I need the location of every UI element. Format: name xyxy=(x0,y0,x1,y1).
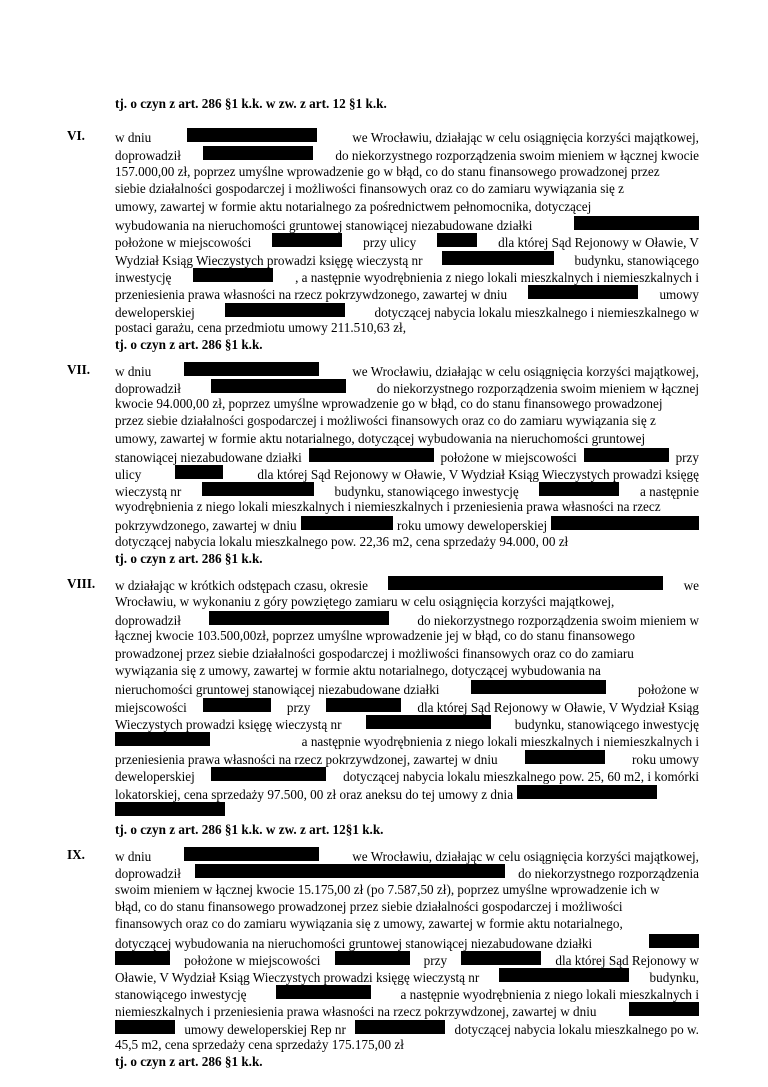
section-number: VII. xyxy=(67,362,91,377)
text-line xyxy=(115,396,699,412)
text-line xyxy=(115,534,699,550)
text-span: miejscowości xyxy=(115,700,187,715)
text-span: dotyczącej nabycia lokalu mieszkalnego i niemieszkalnego w xyxy=(374,305,699,320)
text-line xyxy=(115,594,699,610)
text-span: dla której Sąd Rejonowy w xyxy=(555,953,699,968)
redaction-bar xyxy=(574,216,699,230)
text-span: postaci garażu, cena przedmiotu umowy 211.510,63 zł, xyxy=(115,320,407,335)
redaction-bar xyxy=(499,968,629,982)
text-line xyxy=(115,379,699,397)
redaction-bar xyxy=(388,576,663,590)
text-span: przy xyxy=(423,953,448,968)
text-span: prowadzonej przez siebie działalności gospodarczej i możliwości finansowych oraz co do zamiaru xyxy=(115,646,634,661)
text-span: pokrzywdzonego, zawartej w dniu xyxy=(115,518,297,533)
text-span: we xyxy=(683,578,699,593)
text-line xyxy=(115,951,699,969)
text-line xyxy=(115,499,699,515)
text-span: wyodrębnienia z niego lokali mieszkalnych i niemieszkalnych i przeniesienia prawa własności na rzecz xyxy=(115,499,661,514)
text-line xyxy=(115,285,699,303)
text-span: ulicy xyxy=(115,467,142,482)
redaction-bar xyxy=(584,448,669,462)
redaction-bar xyxy=(539,482,619,496)
text-span: do niekorzystnego rozporządzenia swoim mieniem w łącznej kwocie xyxy=(335,148,699,163)
text-line xyxy=(115,303,699,321)
text-line xyxy=(115,785,699,803)
text-span: kwocie 94.000,00 zł, poprzez umyślne wprowadzenie go w błąd, co do stanu finansowego prowadzonej xyxy=(115,396,663,411)
legal-citation: tj. o czyn z art. 286 §1 k.k. w zw. z art. 12 §1 k.k. xyxy=(115,96,387,111)
text-span: a następnie xyxy=(640,484,699,499)
redaction-bar xyxy=(326,698,401,712)
text-span: doprowadził xyxy=(115,613,181,628)
text-line xyxy=(115,516,699,534)
text-span: , a następnie wyodrębnienia z niego lokali mieszkalnych i niemieszkalnych i xyxy=(295,270,699,285)
redaction-bar xyxy=(209,611,389,625)
text-line xyxy=(115,362,699,380)
redaction-bar xyxy=(335,951,410,965)
text-span: deweloperskiej xyxy=(115,769,195,784)
text-span: a następnie wyodrębnienia z niego lokali mieszkalnych i xyxy=(400,987,699,1002)
redaction-bar xyxy=(528,285,638,299)
text-line xyxy=(115,482,699,500)
redaction-bar xyxy=(442,251,554,265)
redaction-bar xyxy=(272,233,342,247)
text-span: przeniesienia prawa własności na rzecz pokrzywdzonego, zawartej w dniu xyxy=(115,287,508,302)
legal-citation: tj. o czyn z art. 286 §1 k.k. xyxy=(115,551,263,566)
text-line xyxy=(115,576,699,594)
text-span: Wrocławiu, w wykonaniu z góry powziętego zamiaru w celu osiągnięcia korzyści majątkowej, xyxy=(115,594,615,609)
text-line xyxy=(115,233,699,251)
text-line xyxy=(115,216,699,234)
text-line xyxy=(115,251,699,269)
text-span: dotyczącej nabycia lokalu mieszkalnego po w. xyxy=(454,1022,699,1037)
text-span: budynku, stanowiącego inwestycję xyxy=(334,484,519,499)
text-span: w działając w krótkich odstępach czasu, okresie xyxy=(115,578,369,593)
redaction-bar xyxy=(471,680,606,694)
redaction-bar xyxy=(195,864,505,878)
text-line xyxy=(115,1002,699,1020)
legal-citation: tj. o czyn z art. 286 §1 k.k. xyxy=(115,337,263,352)
redaction-bar xyxy=(115,951,170,965)
text-line xyxy=(115,128,699,146)
text-line xyxy=(115,413,699,429)
redaction-bar xyxy=(355,1020,445,1034)
text-span: przeniesienia prawa własności na rzecz pokrzywdzonej, zawartej w dniu xyxy=(115,752,498,767)
section-number: VI. xyxy=(67,128,85,143)
redaction-bar xyxy=(461,951,541,965)
text-span: doprowadził xyxy=(115,381,181,396)
redaction-bar xyxy=(276,985,371,999)
text-span: dotyczącej nabycia lokalu mieszkalnego pow. 22,36 m2, cena sprzedaży 94.000, 00 zł xyxy=(115,534,569,549)
redaction-bar xyxy=(525,750,605,764)
text-line xyxy=(115,663,699,679)
text-span: budynku, stanowiącego xyxy=(574,253,699,268)
text-line xyxy=(115,968,699,986)
text-line xyxy=(115,750,699,768)
text-line xyxy=(115,1037,699,1053)
redaction-bar xyxy=(202,482,314,496)
text-span: do niekorzystnego rozporządzenia xyxy=(518,866,699,881)
text-span: dla której Sąd Rejonowy w Oławie, V Wydział Ksiąg xyxy=(417,700,699,715)
text-span: umowy, zawartej w formie aktu notarialnego, dotyczącej wybudowania na nieruchomości gruntowej xyxy=(115,431,646,446)
text-span: do niekorzystnego rozporządzenia swoim mieniem w łącznej xyxy=(376,381,699,396)
text-line xyxy=(115,146,699,164)
text-span: inwestycję xyxy=(115,270,172,285)
text-span: dla której Sąd Rejonowy w Oławie, V Wydział Ksiąg Wieczystych prowadzi księgę xyxy=(257,467,699,482)
text-span: doprowadził xyxy=(115,148,181,163)
text-span: wywiązania się z umowy, zawartej w formie aktu notarialnego, dotyczącej wybudowania na xyxy=(115,663,601,678)
text-span: w dniu xyxy=(115,849,152,864)
text-line xyxy=(115,698,699,716)
redaction-bar xyxy=(193,268,273,282)
redaction-bar xyxy=(175,465,223,479)
text-span: we Wrocławiu, działając w celu osiągnięcia korzyści majątkowej, xyxy=(352,849,699,864)
text-span: stanowiącej niezabudowane działki xyxy=(115,450,302,465)
text-line xyxy=(115,847,699,865)
text-line xyxy=(115,864,699,882)
text-span: siebie działalności gospodarczej i możliwości finansowych oraz co do zamiaru wywiązania się z xyxy=(115,181,624,196)
section-number: VIII. xyxy=(67,576,96,591)
text-span: wieczystą nr xyxy=(115,484,182,499)
legal-citation: tj. o czyn z art. 286 §1 k.k. w zw. z art. 12§1 k.k. xyxy=(115,822,384,837)
text-span: łącznej kwocie 103.500,00zł, poprzez umyślne wprowadzenie jej w błąd, co do stanu finansowego xyxy=(115,628,636,643)
text-span: budynku, stanowiącego inwestycję xyxy=(514,717,699,732)
text-span: umowy, zawartej w formie aktu notarialnego za pośrednictwem pełnomocnika, dotyczącej xyxy=(115,199,592,214)
text-line xyxy=(115,802,699,816)
redaction-bar xyxy=(649,934,699,948)
redaction-bar xyxy=(115,732,210,746)
text-line xyxy=(115,465,699,483)
text-span: doprowadził xyxy=(115,866,181,881)
text-line xyxy=(115,916,699,932)
text-span: błąd, co do stanu finansowego prowadzonej przez siebie działalności gospodarczej i możliwości xyxy=(115,899,623,914)
text-span: położone w miejscowości xyxy=(440,450,577,465)
legal-citation: tj. o czyn z art. 286 §1 k.k. xyxy=(115,1054,263,1069)
redaction-bar xyxy=(184,847,319,861)
text-span: budynku, xyxy=(649,970,699,985)
redaction-bar xyxy=(115,802,225,816)
text-span: do niekorzystnego rozporządzenia swoim mieniem w xyxy=(417,613,699,628)
text-span: swoim mieniem w łącznej kwocie 15.175,00 zł (po 7.587,50 zł), poprzez umyślne wprowadzenie ich w xyxy=(115,882,660,897)
redaction-bar xyxy=(203,146,313,160)
text-span: we Wrocławiu, działając w celu osiągnięcia korzyści majątkowej, xyxy=(352,364,699,379)
text-span: dotyczącej wybudowania na nieruchomości gruntowej stanowiącej niezabudowane działki xyxy=(115,936,593,951)
text-span: przy xyxy=(675,450,699,465)
redaction-bar xyxy=(184,362,319,376)
text-span: stanowiącego inwestycję xyxy=(115,987,247,1002)
text-line xyxy=(115,448,699,466)
redaction-bar xyxy=(301,516,393,530)
text-span: w dniu xyxy=(115,130,152,145)
text-span: 157.000,00 zł, poprzez umyślne wprowadzenie go w błąd, co do stanu finansowego prowadzonej przez xyxy=(115,164,660,179)
redaction-bar xyxy=(225,303,345,317)
text-line xyxy=(115,431,699,447)
text-span: położone w miejscowości xyxy=(115,235,252,250)
text-line xyxy=(115,767,699,785)
text-span: deweloperskiej xyxy=(115,305,195,320)
redaction-bar xyxy=(517,785,657,799)
text-span: umowy xyxy=(659,287,699,302)
text-span: przy ulicy xyxy=(363,235,417,250)
text-span: roku umowy xyxy=(631,752,699,767)
text-line xyxy=(115,985,699,1003)
text-span: w dniu xyxy=(115,364,152,379)
text-span: Wieczystych prowadzi księgę wieczystą nr xyxy=(115,717,342,732)
section-number: IX. xyxy=(67,847,85,862)
text-span: położone w xyxy=(637,682,699,697)
redaction-bar xyxy=(211,767,326,781)
redaction-bar xyxy=(366,715,491,729)
text-span: 45,5 m2, cena sprzedaży cena sprzedaży 175.175,00 zł xyxy=(115,1037,404,1052)
text-span: niemieszkalnych i przeniesienia prawa własności na rzecz pokrzywdzonej, zawartej w dniu xyxy=(115,1004,597,1019)
text-line xyxy=(115,320,699,336)
text-span: Oławie, V Wydział Ksiąg Wieczystych prowadzi księgę wieczystą nr xyxy=(115,970,480,985)
text-span: lokatorskiej, cena sprzedaży 97.500, 00 zł oraz aneksu do tej umowy z dnia xyxy=(115,787,514,802)
text-line xyxy=(115,164,699,180)
text-line xyxy=(115,680,699,698)
text-line xyxy=(115,199,699,215)
text-line xyxy=(115,181,699,197)
text-line xyxy=(115,628,699,644)
text-line xyxy=(115,1020,699,1038)
text-span: we Wrocławiu, działając w celu osiągnięcia korzyści majątkowej, xyxy=(352,130,699,145)
redaction-bar xyxy=(309,448,434,462)
redaction-bar xyxy=(187,128,317,142)
text-span: nieruchomości gruntowej stanowiącej niezabudowane działki xyxy=(115,682,440,697)
text-span: roku umowy deweloperskiej xyxy=(397,518,548,533)
text-span: a następnie wyodrębnienia z niego lokali mieszkalnych i niemieszkalnych i xyxy=(301,734,699,749)
text-span: przy xyxy=(286,700,311,715)
text-span: dotyczącej nabycia lokalu mieszkalnego pow. 25, 60 m2, i komórki xyxy=(343,769,699,784)
text-line xyxy=(115,882,699,898)
text-line xyxy=(115,646,699,662)
redaction-bar xyxy=(115,1020,175,1034)
redaction-bar xyxy=(437,233,477,247)
text-line xyxy=(115,268,699,286)
redaction-bar xyxy=(203,698,271,712)
redaction-bar xyxy=(551,516,699,530)
text-span: finansowych oraz co do zamiaru wywiązania się z umowy, zawartej w formie aktu notarialnego, xyxy=(115,916,623,931)
text-span: przez siebie działalności gospodarczej i możliwości finansowych oraz co do zamiaru wywiązania się z xyxy=(115,413,656,428)
text-line xyxy=(115,611,699,629)
text-line xyxy=(115,715,699,733)
text-span: Wydział Ksiąg Wieczystych prowadzi księgę wieczystą nr xyxy=(115,253,423,268)
text-span: wybudowania na nieruchomości gruntowej stanowiącej niezabudowane działki xyxy=(115,218,533,233)
text-span: dla której Sąd Rejonowy w Oławie, V xyxy=(498,235,699,250)
text-line xyxy=(115,899,699,915)
text-line xyxy=(115,934,699,952)
redaction-bar xyxy=(211,379,346,393)
redaction-bar xyxy=(629,1002,699,1016)
text-span: umowy deweloperskiej Rep nr xyxy=(184,1022,346,1037)
text-span: położone w miejscowości xyxy=(184,953,321,968)
text-line xyxy=(115,732,699,750)
